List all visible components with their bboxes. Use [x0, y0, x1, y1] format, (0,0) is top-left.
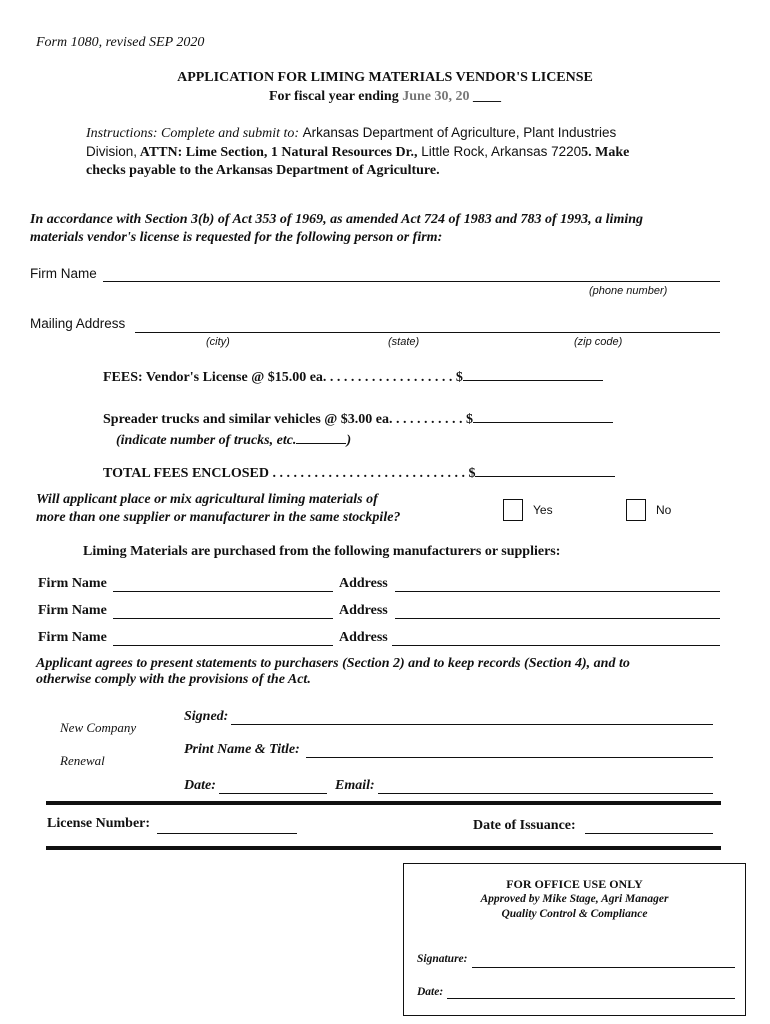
fees-trucks-row [103, 408, 613, 428]
phone-number-hint: (phone number) [589, 285, 668, 297]
divider-top [46, 801, 721, 805]
no-label: No [656, 503, 672, 517]
office-signature-field[interactable] [472, 967, 735, 968]
stockpile-question-line-2: more than one supplier or manufacturer in the same stockpile? [36, 510, 401, 525]
supplier-row-3-firm-label: Firm Name [38, 630, 107, 645]
trucks-note-label: (indicate number of trucks, etc. [116, 433, 297, 448]
office-signature-label: Signature: [417, 953, 468, 965]
instructions-dept: Arkansas Department of Agriculture, Plant Industries [302, 125, 617, 140]
zip-code-hint: (zip code) [574, 336, 623, 348]
license-number-label: License Number: [47, 816, 151, 831]
new-company-option[interactable]: New Company [60, 720, 137, 735]
office-date-label: Date: [417, 986, 444, 998]
accordance-line-1: In accordance with Section 3(b) of Act 353 of 1969, as amended Act 724 of 1983 and 783 of 1993, a liming [30, 212, 644, 227]
supplier-row-2-address-label: Address [339, 603, 388, 618]
stockpile-question-line-1: Will applicant place or mix agricultural liming materials of [36, 492, 378, 507]
mailing-address-field[interactable] [135, 332, 720, 333]
instructions-lead: Instructions: Complete and submit to: [86, 126, 300, 141]
fees-total-row [103, 462, 615, 482]
supplier-row-3-firm-field[interactable] [113, 645, 333, 646]
instructions [86, 124, 629, 180]
supplier-row-1-address-field[interactable] [395, 591, 720, 592]
supplier-row-2-address-field[interactable] [395, 618, 720, 619]
vendor-fee-field[interactable] [463, 366, 603, 381]
no-checkbox[interactable] [626, 499, 646, 521]
supplier-row-2-firm-field[interactable] [113, 618, 333, 619]
stockpile-question [36, 491, 400, 527]
trucks-note [116, 429, 351, 449]
fees-vendor-label: FEES: Vendor's License @ $15.00 ea. . . . . . . . . . . . . . . . . . . $ [103, 370, 463, 385]
agreement-line-2: otherwise comply with the provisions of the Act. [36, 672, 311, 687]
instructions-division: Division, [86, 144, 138, 159]
total-fee-field[interactable] [475, 462, 615, 477]
fees-vendor-row [103, 366, 603, 386]
issuance-field[interactable] [585, 833, 713, 834]
fiscal-year-blank: ____ [473, 89, 502, 104]
fiscal-year-line [0, 89, 770, 105]
signed-label: Signed: [184, 709, 229, 724]
supplier-row-1-firm-field[interactable] [113, 591, 333, 592]
form-title: APPLICATION FOR LIMING MATERIALS VENDOR'S LICENSE [177, 70, 593, 85]
office-dept: Quality Control & Compliance [501, 908, 648, 920]
city-hint: (city) [206, 336, 230, 348]
signed-field[interactable] [231, 724, 713, 725]
license-number-field[interactable] [157, 833, 297, 834]
state-hint: (state) [388, 336, 420, 348]
form-id: Form 1080, revised SEP 2020 [36, 35, 205, 50]
print-name-field[interactable] [306, 757, 713, 758]
print-name-label: Print Name & Title: [184, 742, 300, 757]
renewal-option[interactable]: Renewal [60, 753, 105, 768]
agreement-line-1: Applicant agrees to present statements to purchasers (Section 2) and to keep records (Section 4), and to [36, 656, 630, 671]
issuance-label: Date of Issuance: [473, 818, 576, 833]
office-approved: Approved by Mike Stage, Agri Manager [480, 893, 669, 905]
firm-name-label: Firm Name [30, 266, 97, 281]
divider-bottom [46, 846, 721, 850]
accordance-line-2: materials vendor's license is requested for the following person or firm: [30, 230, 443, 245]
fiscal-year-date: June 30, 20 [402, 89, 470, 104]
fees-trucks-label: Spreader trucks and similar vehicles @ $3.00 ea. . . . . . . . . . . $ [103, 412, 474, 427]
yes-label: Yes [533, 503, 553, 517]
accordance-text [30, 211, 643, 247]
office-heading: FOR OFFICE USE ONLY [506, 877, 643, 891]
supplier-row-1-address-label: Address [339, 576, 388, 591]
trucks-note-end: ) [346, 433, 352, 448]
email-field[interactable] [378, 793, 713, 794]
agreement-text [36, 656, 630, 688]
instructions-city: Little Rock, Arkansas 7220 [417, 144, 582, 159]
suppliers-heading: Liming Materials are purchased from the following manufacturers or suppliers: [83, 544, 561, 559]
mailing-address-label: Mailing Address [30, 316, 126, 331]
firm-name-field[interactable] [103, 281, 720, 282]
yes-checkbox[interactable] [503, 499, 523, 521]
date-label: Date: [184, 778, 216, 793]
trucks-count-field[interactable] [296, 429, 346, 444]
date-field[interactable] [219, 793, 327, 794]
fees-total-label: TOTAL FEES ENCLOSED . . . . . . . . . . . . . . . . . . . . . . . . . . . . $ [103, 466, 476, 481]
email-label: Email: [335, 778, 375, 793]
fiscal-year-prefix: For fiscal year ending [268, 89, 399, 104]
instructions-attn: ATTN: Lime Section, 1 Natural Resources Dr., [137, 145, 418, 160]
office-date-field[interactable] [447, 998, 735, 999]
supplier-row-1-firm-label: Firm Name [38, 576, 107, 591]
office-use-box [403, 863, 746, 1016]
supplier-row-2-firm-label: Firm Name [38, 603, 107, 618]
instructions-payable: checks payable to the Arkansas Department of Agriculture. [86, 163, 440, 178]
supplier-row-3-address-field[interactable] [392, 645, 720, 646]
trucks-fee-field[interactable] [473, 408, 613, 423]
instructions-city-tail: 5. Make [581, 145, 630, 160]
supplier-row-3-address-label: Address [339, 630, 388, 645]
